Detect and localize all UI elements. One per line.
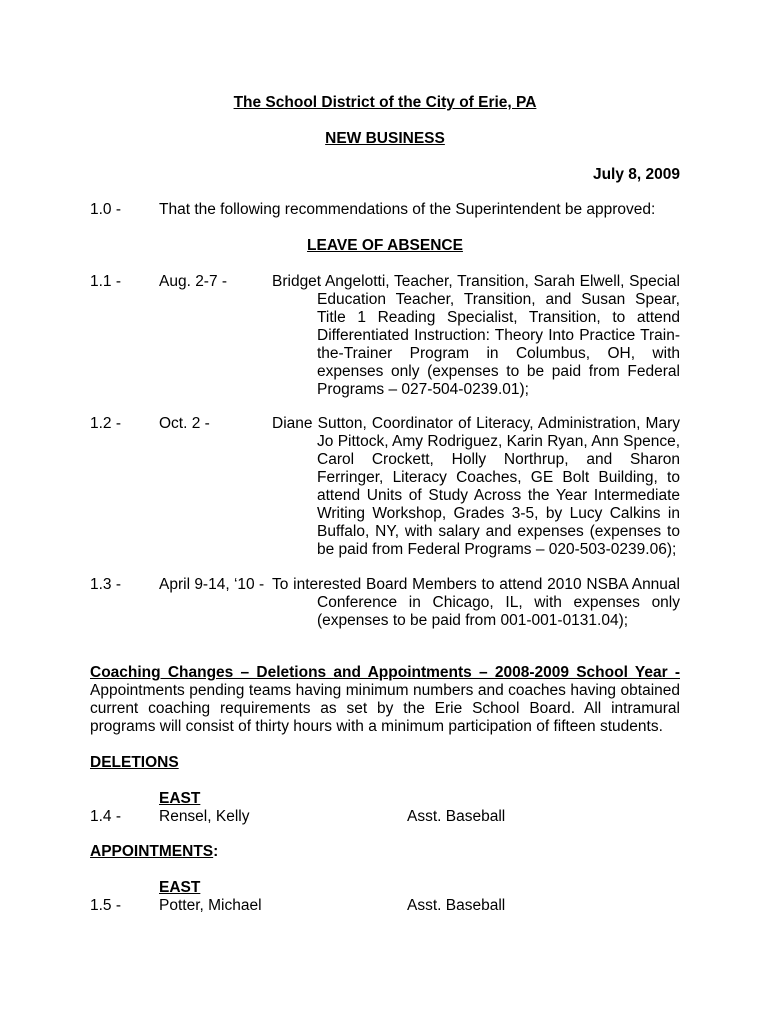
item-number: 1.0 - [90, 201, 122, 218]
district-title: The School District of the City of Erie, PA [233, 94, 537, 111]
appointments-colon: : [213, 843, 219, 860]
item-number: 1.5 - [90, 897, 122, 914]
leave-item [272, 273, 680, 399]
school-name: EAST [159, 790, 201, 807]
leave-item [272, 576, 680, 630]
item-date: Oct. 2 - [159, 415, 210, 432]
coach-name: Potter, Michael [159, 897, 262, 914]
leave-of-absence-heading: LEAVE OF ABSENCE [307, 237, 463, 254]
coach-name: Rensel, Kelly [159, 808, 250, 825]
intro-text: That the following recommendations of the Superintendent be approved: [159, 201, 656, 218]
meeting-date: July 8, 2009 [592, 166, 680, 183]
leave-item-text: To interested Board Members to attend 2010 NSBA Annual Conference in Chicago, IL, with expenses only (expenses to be paid from 001-001-0131.04); [272, 576, 680, 629]
coaching-paragraph [90, 664, 680, 736]
leave-item [272, 415, 680, 559]
item-date: April 9-14, ‘10 - [159, 576, 265, 593]
coach-position: Asst. Baseball [407, 808, 506, 825]
item-date: Aug. 2-7 - [159, 273, 228, 290]
coach-position: Asst. Baseball [407, 897, 506, 914]
item-number: 1.3 - [90, 576, 122, 593]
appointments-heading-row [90, 843, 218, 861]
appointments-heading: APPOINTMENTS [90, 843, 214, 860]
section-title: NEW BUSINESS [325, 130, 445, 147]
deletions-heading: DELETIONS [90, 754, 179, 771]
leave-item-text: Diane Sutton, Coordinator of Literacy, Administration, Mary Jo Pittock, Amy Rodriguez, Karin Ryan, Ann Spence, Carol Crockett, Holly Northrup, and Sharon Ferringer, Literacy Coaches, GE Bolt Building, to attend Units of Study Across the Year Intermediate Writing Workshop, Grades 3-5, by Lucy Calkins in Buffalo, NY, with salary and expenses (expenses to be paid from Federal Programs – 020-503-0239.06); [272, 415, 680, 558]
school-name: EAST [159, 879, 201, 896]
item-number: 1.1 - [90, 273, 122, 290]
item-number: 1.2 - [90, 415, 122, 432]
coaching-heading: Coaching Changes – Deletions and Appointments – 2008-2009 School Year - [90, 664, 680, 681]
item-number: 1.4 - [90, 808, 122, 825]
leave-item-text: Bridget Angelotti, Teacher, Transition, Sarah Elwell, Special Education Teacher, Transition, and Susan Spear, Title 1 Reading Specialist, Transition, to attend Differentiated Instruction: Theory Into Practice Train-the-Trainer Program in Columbus, OH, with expenses only (expenses to be paid from Federal Programs – 027-504-0239.01); [272, 273, 680, 398]
coaching-text: Appointments pending teams having minimum numbers and coaches having obtained current coaching requirements as set by the Erie School Board. All intramural programs will consist of thirty hours with a minimum participation of fifteen students. [90, 682, 680, 735]
